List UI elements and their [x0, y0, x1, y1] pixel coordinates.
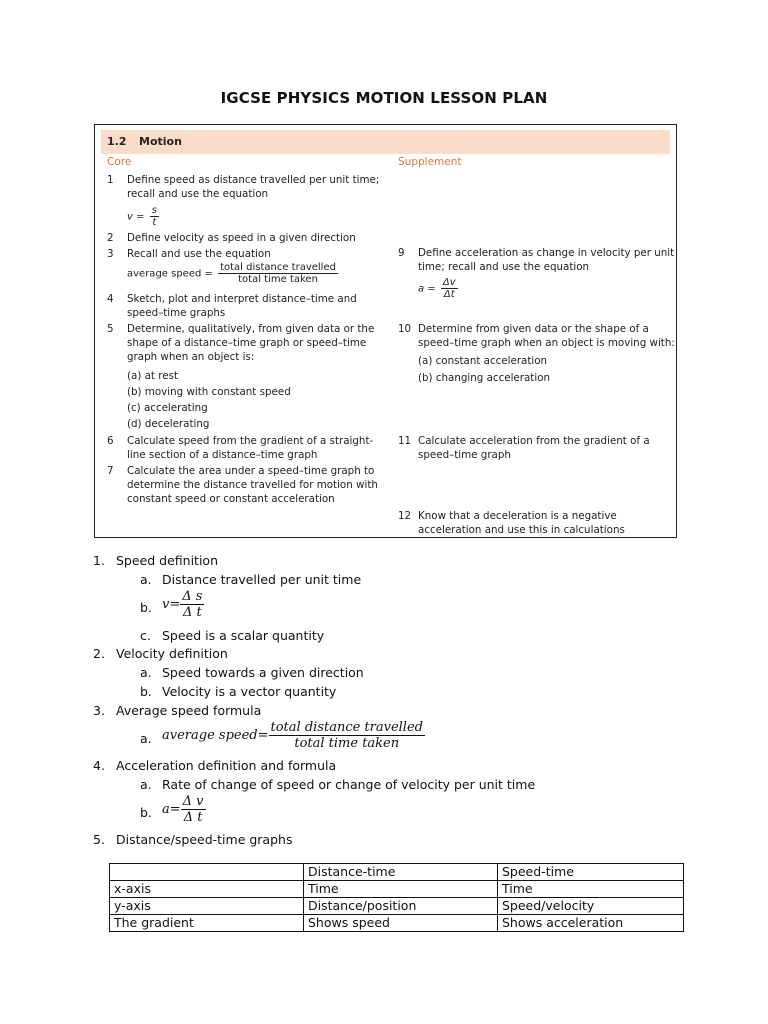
core-sub-item: (b) moving with constant speed — [127, 386, 291, 398]
graphs-comparison-table — [109, 863, 684, 932]
table-cell: The gradient — [110, 915, 304, 932]
table-cell: Speed-time — [498, 864, 684, 881]
table-cell: y-axis — [110, 898, 304, 915]
core-label: Core — [107, 156, 132, 168]
syllabus-excerpt: 1.2 Motion Core Supplement 1 Define speed as distance travelled per unit time; recall and use the equation v = $\frac{s}{t}$ 2 Define velocity as speed in a given direction 3 Recall and use the equation average speed = $\frac{\text{total distance travelled}}{\text{total time taken}}$ 4 Sketch, plot and interpret distance–time and speed–time graphs 5 Determine, qualitatively, from given data or the shape of a distance–time graph or speed–time graph when an object is: (a) at rest (b) moving with constant speed (c) accelerating (d) decelerating 6 Calculate speed from the gradient of a straight- line section of a distance–time graph 7 Calculate the area under a speed–time graph to determine the distance travelled for motion with constant speed or constant acceleration 9 Define acceleration as change in velocity per unit time; recall and use the equation a = $\frac{\Delta v}{\Delta t}$ 10 Determine from given data or the shape of a speed–time graph when an object is moving with: (a) constant acceleration (b) changing acceleration 11 Calculate acceleration from the gradient of a speed–time graph 12 Know that a deceleration is a negative acceleration and use this in calculations — [94, 124, 677, 538]
core-sub-item: (d) decelerating — [127, 418, 210, 430]
section-header — [101, 130, 670, 154]
table-cell: Shows speed — [304, 915, 498, 932]
section-title: Motion — [139, 135, 182, 148]
speed-equation: v = $\frac{s}{t}$ — [127, 205, 157, 228]
table-cell: Time — [304, 881, 498, 898]
table-cell: Distance-time — [304, 864, 498, 881]
table-cell: Speed/velocity — [498, 898, 684, 915]
table-row — [110, 881, 684, 898]
table-header-row — [110, 864, 684, 881]
average-speed-equation: average speed = $\frac{\text{total distance travelled}}{\text{total time taken}}$ — [127, 262, 336, 285]
table-row — [110, 898, 684, 915]
table-cell: Time — [498, 881, 684, 898]
table-row — [110, 915, 684, 932]
supplement-sub-item: (a) constant acceleration — [418, 355, 548, 367]
table-cell: Distance/position — [304, 898, 498, 915]
supplement-sub-item: (b) changing acceleration — [418, 372, 551, 384]
document-page: IGCSE PHYSICS MOTION LESSON PLAN 1.2 Motion Core Supplement 1 Define speed as distance travelled per unit time; recall and use the equation v = $\frac{s}{t}$ 2 Define velocity as speed in a given direction 3 Recall and use the equation average speed = $\frac{\text{total distance travelled}}{\text{total time taken}}$ 4 Sketch, plot and interpret distance–time and speed–time graphs 5 Determine, qualitatively, from given data or the shape of a distance–time graph or speed–time graph when an object is: (a) at rest (b) moving with constant speed (c) accelerating (d) decelerating 6 Calculate speed from the gradient of a straight- line section of a distance–time graph 7 Calculate the area under a speed–time graph to determine the distance travelled for motion with constant speed or constant acceleration 9 Define acceleration as change in velocity per unit time; recall and use the equation a = $\frac{\Delta v}{\Delta t}$ 10 Determine from given data or the shape of a speed–time graph when an object is moving with: (a) constant acceleration (b) changing acceleration 11 Calculate acceleration from the gradient of a speed–time graph 12 Know that a deceleration is a negative acceleration and use this in calculations 1. Speed definition a. Distance travelled per unit time b. v= $\frac{\text{Δ s}}{\text{Δ t}}$ c. Speed is a scalar quantity 2. Velocity definition a. Speed towards a given direction b. Velocity is a vector quantity 3. Average speed formula a. average speed= total distance travelled total time taken 4. Acceleration definition and formula a. Rate of change of speed or change of velocity per unit time b. a= $\frac{\text{Δ v}}{\text{Δ t}}$ 5. Distance/speed-time graphs Distance-time Speed-time x-axis Time Time y-axis Distance/position Speed/velocity The gradient Shows speed Shows acceleration — [0, 0, 768, 1024]
acceleration-equation: a = $\frac{\Delta v}{\Delta t}$ — [418, 277, 456, 300]
table-cell — [110, 864, 304, 881]
core-sub-item: (c) accelerating — [127, 402, 208, 414]
page-title: IGCSE PHYSICS MOTION LESSON PLAN — [220, 89, 548, 107]
supplement-label: Supplement — [398, 156, 462, 168]
core-sub-item: (a) at rest — [127, 370, 178, 382]
table-cell: x-axis — [110, 881, 304, 898]
section-number: 1.2 — [107, 135, 127, 148]
table-cell: Shows acceleration — [498, 915, 684, 932]
